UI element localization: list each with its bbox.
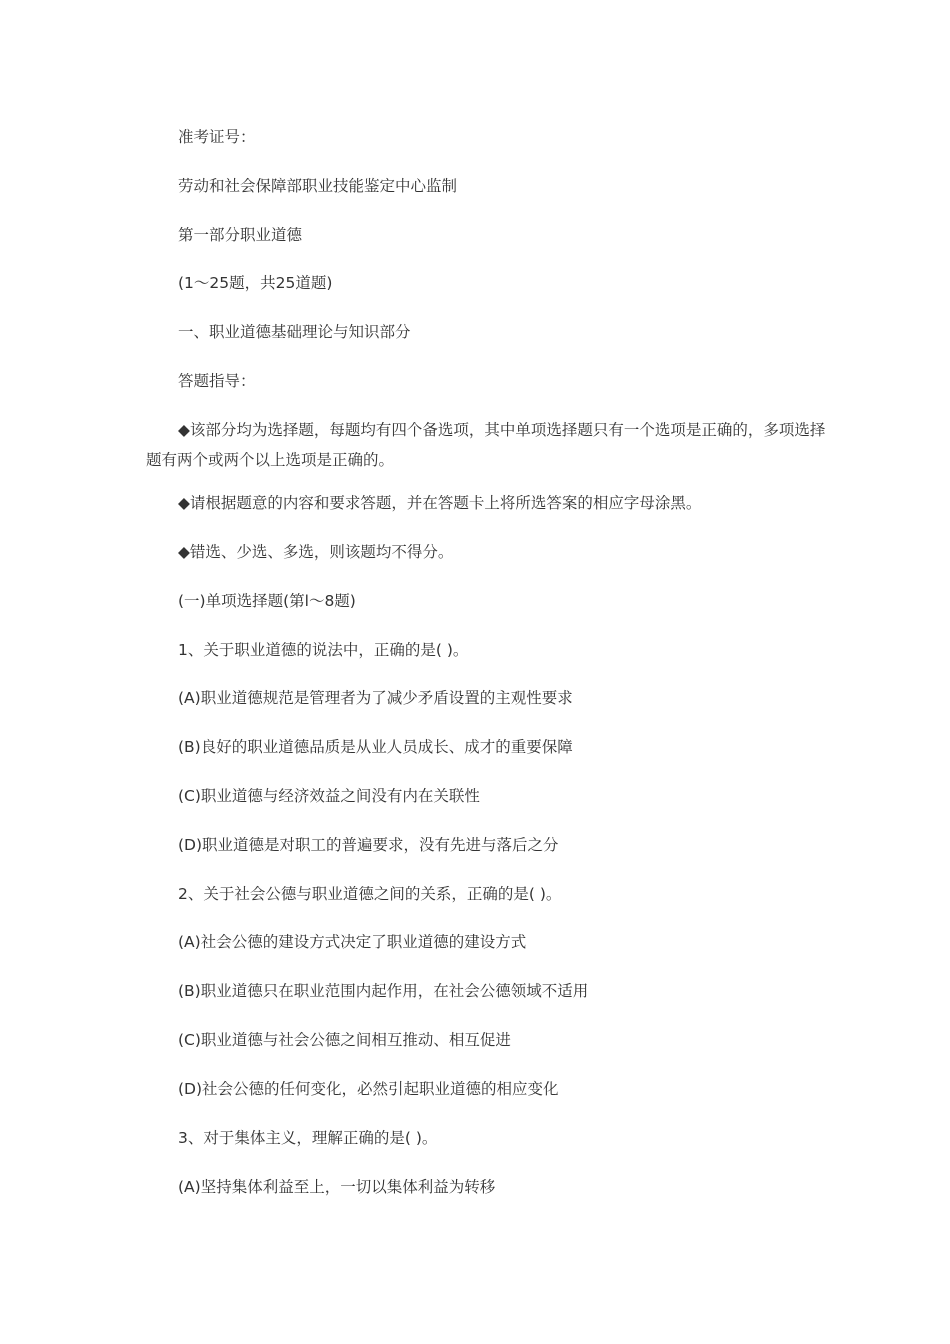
answer-option: (B)良好的职业道德品质是从业人员成长、成才的重要保障 bbox=[178, 738, 573, 756]
instructions-heading: 答题指导： bbox=[178, 372, 256, 390]
answer-option: (A)社会公德的建设方式决定了职业道德的建设方式 bbox=[178, 933, 527, 951]
question: 2、关于社会公德与职业道德之间的关系，正确的是( )。 bbox=[178, 885, 562, 903]
supervisor-line: 劳动和社会保障部职业技能鉴定中心监制 bbox=[178, 177, 458, 195]
answer-option: (C)职业道德与社会公德之间相互推动、相互促进 bbox=[178, 1031, 511, 1049]
part-title: 第一部分职业道德 bbox=[178, 226, 303, 244]
instruction-item: ◆错选、少选、多选，则该题均不得分。 bbox=[178, 543, 454, 561]
answer-option: (A)坚持集体利益至上，一切以集体利益为转移 bbox=[178, 1178, 496, 1196]
answer-option: (B)职业道德只在职业范围内起作用，在社会公德领域不适用 bbox=[178, 982, 589, 1000]
exam-id-label: 准考证号： bbox=[178, 128, 256, 146]
instruction-item: ◆请根据题意的内容和要求答题，并在答题卡上将所选答案的相应字母涂黑。 bbox=[178, 494, 702, 512]
answer-option: (D)职业道德是对职工的普遍要求，没有先进与落后之分 bbox=[178, 836, 559, 854]
answer-option: (A)职业道德规范是管理者为了减少矛盾设置的主观性要求 bbox=[178, 689, 573, 707]
question: 1、关于职业道德的说法中，正确的是( )。 bbox=[178, 641, 469, 659]
instruction-item: ◆该部分均为选择题，每题均有四个备选项，其中单项选择题只有一个选项是正确的，多项选择题有两个或两个以上选项是正确的。 bbox=[146, 421, 826, 469]
answer-option: (D)社会公德的任何变化，必然引起职业道德的相应变化 bbox=[178, 1080, 559, 1098]
answer-option: (C)职业道德与经济效益之间没有内在关联性 bbox=[178, 787, 480, 805]
subsection-title: (一)单项选择题(第l～8题) bbox=[178, 592, 356, 610]
section-title: 一、职业道德基础理论与知识部分 bbox=[178, 323, 411, 341]
question-range: (1～25题，共25道题) bbox=[178, 274, 333, 292]
question: 3、对于集体主义，理解正确的是( )。 bbox=[178, 1129, 438, 1147]
